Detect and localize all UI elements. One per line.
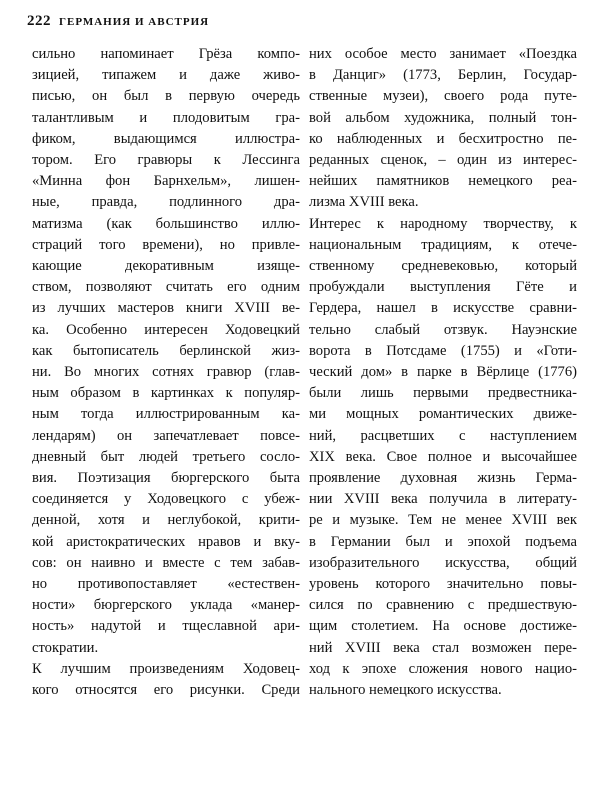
text-line: как бытописатель берлинской жиз- (32, 342, 300, 359)
text-line: ми мощных романтических движе- (309, 406, 577, 423)
text-line: XIX века. Свое полное и высочайшее (309, 448, 577, 465)
running-title: ГЕРМАНИЯ И АВСТРИЯ (59, 16, 210, 28)
text-line: ко наблюденных и бесхитростно пе- (309, 130, 577, 147)
text-line: Гердера, нашел в искусстве сравни- (309, 300, 577, 317)
text-line: стократии. (32, 639, 99, 656)
text-line: пробуждали выступления Гёте и (309, 279, 577, 296)
text-line: талантливым и плодовитым гра- (32, 109, 300, 126)
text-line: сов: он наивно и вместе с тем забав- (32, 554, 300, 571)
text-line: матизма (как большинство иллю- (32, 215, 300, 232)
text-line: но противопоставляет «естествен- (32, 576, 300, 593)
text-line: фиком, выдающимся иллюстра- (32, 130, 300, 147)
text-line: сился по сравнению с предшествую- (309, 597, 577, 614)
text-line: уровень которого значительно повы- (309, 576, 577, 593)
text-line: лизма XVIII века. (309, 194, 419, 211)
text-line: ни. Во многих сотнях гравюр (глав- (32, 364, 300, 381)
text-line: вой альбом художника, полный тон- (309, 109, 577, 126)
text-line: ний, расцветших с наступлением (309, 427, 577, 444)
text-line: изобразительного искусства, общий (309, 554, 577, 571)
right-text-column (309, 44, 577, 701)
text-line: тельно слабый отзвук. Науэнские (309, 321, 577, 338)
text-line: Интерес к народному творчеству, к (309, 215, 577, 232)
text-line: кающие декоративным изяще- (32, 258, 300, 275)
text-line: ре и музыке. Тем не менее XVIII век (309, 512, 577, 529)
text-line: ности» бюргерского уклада «манер- (32, 597, 300, 614)
text-line: нейших памятников немецкого реа- (309, 173, 577, 190)
text-line: ным образом в картинках к популяр- (32, 385, 300, 402)
text-line: лендарям) он запечатлевает повсе- (32, 427, 300, 444)
text-line: зицией, типажем и даже живо- (32, 67, 300, 84)
text-line: страций того времени), но привле- (32, 236, 300, 253)
text-line: ным тогда иллюстрированным ка- (32, 406, 300, 423)
text-line: вия. Поэтизация бюргерского быта (32, 470, 300, 487)
text-line: в Германии был и эпохой подъема (309, 533, 577, 550)
text-line: них особое место занимает «Поездка (309, 46, 577, 62)
text-line: проявление духовная жизнь Герма- (309, 470, 577, 487)
text-line: ка. Особенно интересен Ходовецкий (32, 321, 300, 338)
text-line: ственные музеи), своего рода путе- (309, 88, 577, 105)
text-line: ход к эпохе сложения нового нацио- (309, 660, 577, 677)
left-text-column (32, 44, 300, 701)
text-line: «Минна фон Барнхельм», лишен- (32, 173, 300, 190)
text-line: сильно напоминает Грёза компо- (32, 46, 300, 62)
text-line: писью, он был в первую очередь (32, 88, 300, 105)
text-line: ворота в Потсдаме (1755) и «Готи- (309, 342, 577, 359)
page-header (27, 12, 327, 32)
text-line: соединяется у Ходовецкого с убеж- (32, 491, 300, 508)
text-line: ные, правда, подлинного дра- (32, 194, 300, 211)
text-line: ством, позволяют считать его одним (32, 279, 300, 296)
text-line: ческий дом» в парке в Вёрлице (1776) (309, 364, 577, 381)
text-line: ность» надутой и тщеславной ари- (32, 618, 300, 635)
text-line: в Данциг» (1773, Берлин, Государ- (309, 67, 577, 84)
text-line: ний XVIII века стал возможен пере- (309, 639, 577, 656)
text-line: из лучших мастеров книги XVIII ве- (32, 300, 300, 317)
text-line: национальным традициям, к отече- (309, 236, 577, 253)
text-line: К лучшим произведениям Ходовец- (32, 660, 300, 677)
page-number: 222 (27, 13, 51, 29)
text-line: дневный быт людей третьего сосло- (32, 448, 300, 465)
text-line: были лишь первыми предвестника- (309, 385, 577, 402)
text-line: реданных сценок, – один из интерес- (309, 152, 577, 169)
text-line: тором. Его гравюры к Лессинга (32, 152, 300, 169)
text-line: нального немецкого искусства. (309, 682, 502, 699)
text-line: денной, хотя и неглубокой, крити- (32, 512, 300, 529)
text-line: ственному средневековью, который (309, 258, 577, 275)
text-line: щим столетием. На основе достиже- (309, 618, 577, 635)
text-line: кого относятся его рисунки. Среди (32, 682, 300, 699)
text-line: кой аристократических нравов и вку- (32, 533, 300, 550)
text-line: нии XVIII века получила в литерату- (309, 491, 577, 508)
